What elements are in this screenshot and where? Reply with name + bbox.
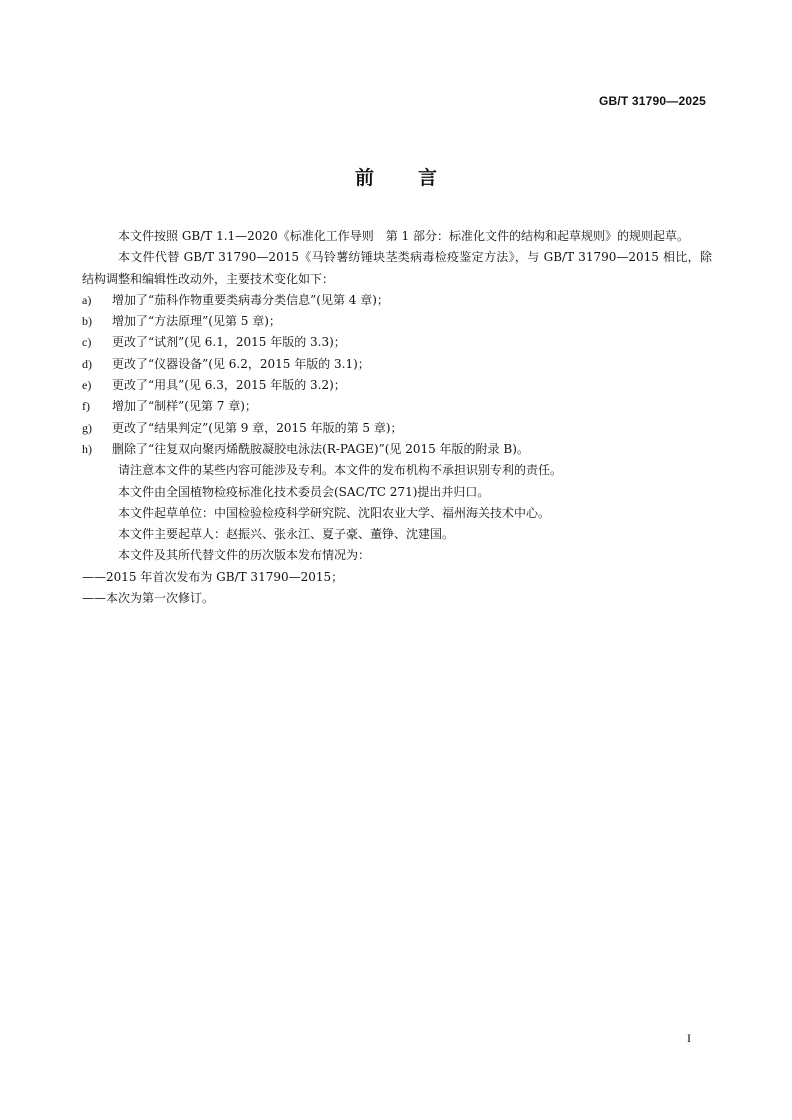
list-item bbox=[82, 332, 712, 353]
list-marker: h) bbox=[82, 441, 92, 456]
list-item-text: 删除了“往复双向聚丙烯酰胺凝胶电泳法(R-PAGE)”(见 2015 年版的附录 B)。 bbox=[112, 441, 529, 456]
title-char-1: 前 bbox=[354, 167, 374, 189]
list-marker: b) bbox=[82, 314, 92, 329]
paragraph-replacement: 本文件代替 GB/T 31790—2015《马铃薯纺锤块茎类病毒检疫鉴定方法》，与 GB/T 31790—2015 相比，除结构调整和编辑性改动外，主要技术变化如下： bbox=[82, 250, 712, 286]
list-item bbox=[82, 396, 712, 417]
page-title bbox=[0, 163, 792, 190]
list-item bbox=[82, 418, 712, 439]
list-item bbox=[82, 439, 712, 460]
paragraph-patent-notice: 请注意本文件的某些内容可能涉及专利。本文件的发布机构不承担识别专利的责任。 bbox=[118, 463, 563, 478]
list-item bbox=[82, 290, 712, 311]
paragraph-drafters: 本文件主要起草人：赵振兴、张永江、夏子豪、董铮、沈建国。 bbox=[118, 527, 455, 542]
history-item: ——本次为第一次修订。 bbox=[82, 591, 215, 606]
page-number: I bbox=[687, 1031, 691, 1045]
foreword-body bbox=[82, 226, 712, 609]
changes-list bbox=[82, 290, 712, 460]
list-item-text: 更改了“试剂”(见 6.1，2015 年版的 3.3)； bbox=[112, 335, 346, 350]
standard-code: GB/T 31790—2025 bbox=[598, 94, 706, 108]
history-list bbox=[82, 567, 712, 610]
paragraph-drafting-units: 本文件起草单位：中国检验检疫科学研究院、沈阳农业大学、福州海关技术中心。 bbox=[118, 505, 551, 520]
list-marker: c) bbox=[82, 335, 92, 350]
list-item-text: 增加了“茄科作物重要类病毒分类信息”(见第 4 章)； bbox=[112, 292, 389, 307]
list-item-text: 增加了“制样”(见第 7 章)； bbox=[112, 399, 257, 414]
list-item-text: 更改了“结果判定”(见第 9 章，2015 年版的第 5 章)； bbox=[112, 420, 403, 435]
list-item bbox=[82, 375, 712, 396]
paragraph-proposer: 本文件由全国植物检疫标准化技术委员会(SAC/TC 271)提出并归口。 bbox=[118, 484, 490, 499]
paragraph-drafting-rules: 本文件按照 GB/T 1.1—2020《标准化工作导则 第 1 部分：标准化文件的结构和起草规则》的规则起草。 bbox=[118, 229, 689, 243]
list-item-text: 增加了“方法原理”(见第 5 章)； bbox=[112, 314, 281, 329]
list-item bbox=[82, 354, 712, 375]
list-item-text: 更改了“用具”(见 6.3，2015 年版的 3.2)； bbox=[112, 378, 346, 393]
list-marker: d) bbox=[82, 356, 92, 371]
history-item: ——2015 年首次发布为 GB/T 31790—2015； bbox=[82, 569, 344, 584]
list-item bbox=[82, 311, 712, 332]
title-char-2: 言 bbox=[418, 167, 438, 189]
paragraph-history-intro: 本文件及其所代替文件的历次版本发布情况为： bbox=[118, 548, 371, 563]
list-marker: a) bbox=[82, 292, 92, 307]
list-marker: f) bbox=[82, 399, 90, 414]
list-marker: e) bbox=[82, 378, 92, 393]
list-item-text: 更改了“仪器设备”(见 6.2，2015 年版的 3.1)； bbox=[112, 356, 370, 371]
list-marker: g) bbox=[82, 420, 92, 435]
